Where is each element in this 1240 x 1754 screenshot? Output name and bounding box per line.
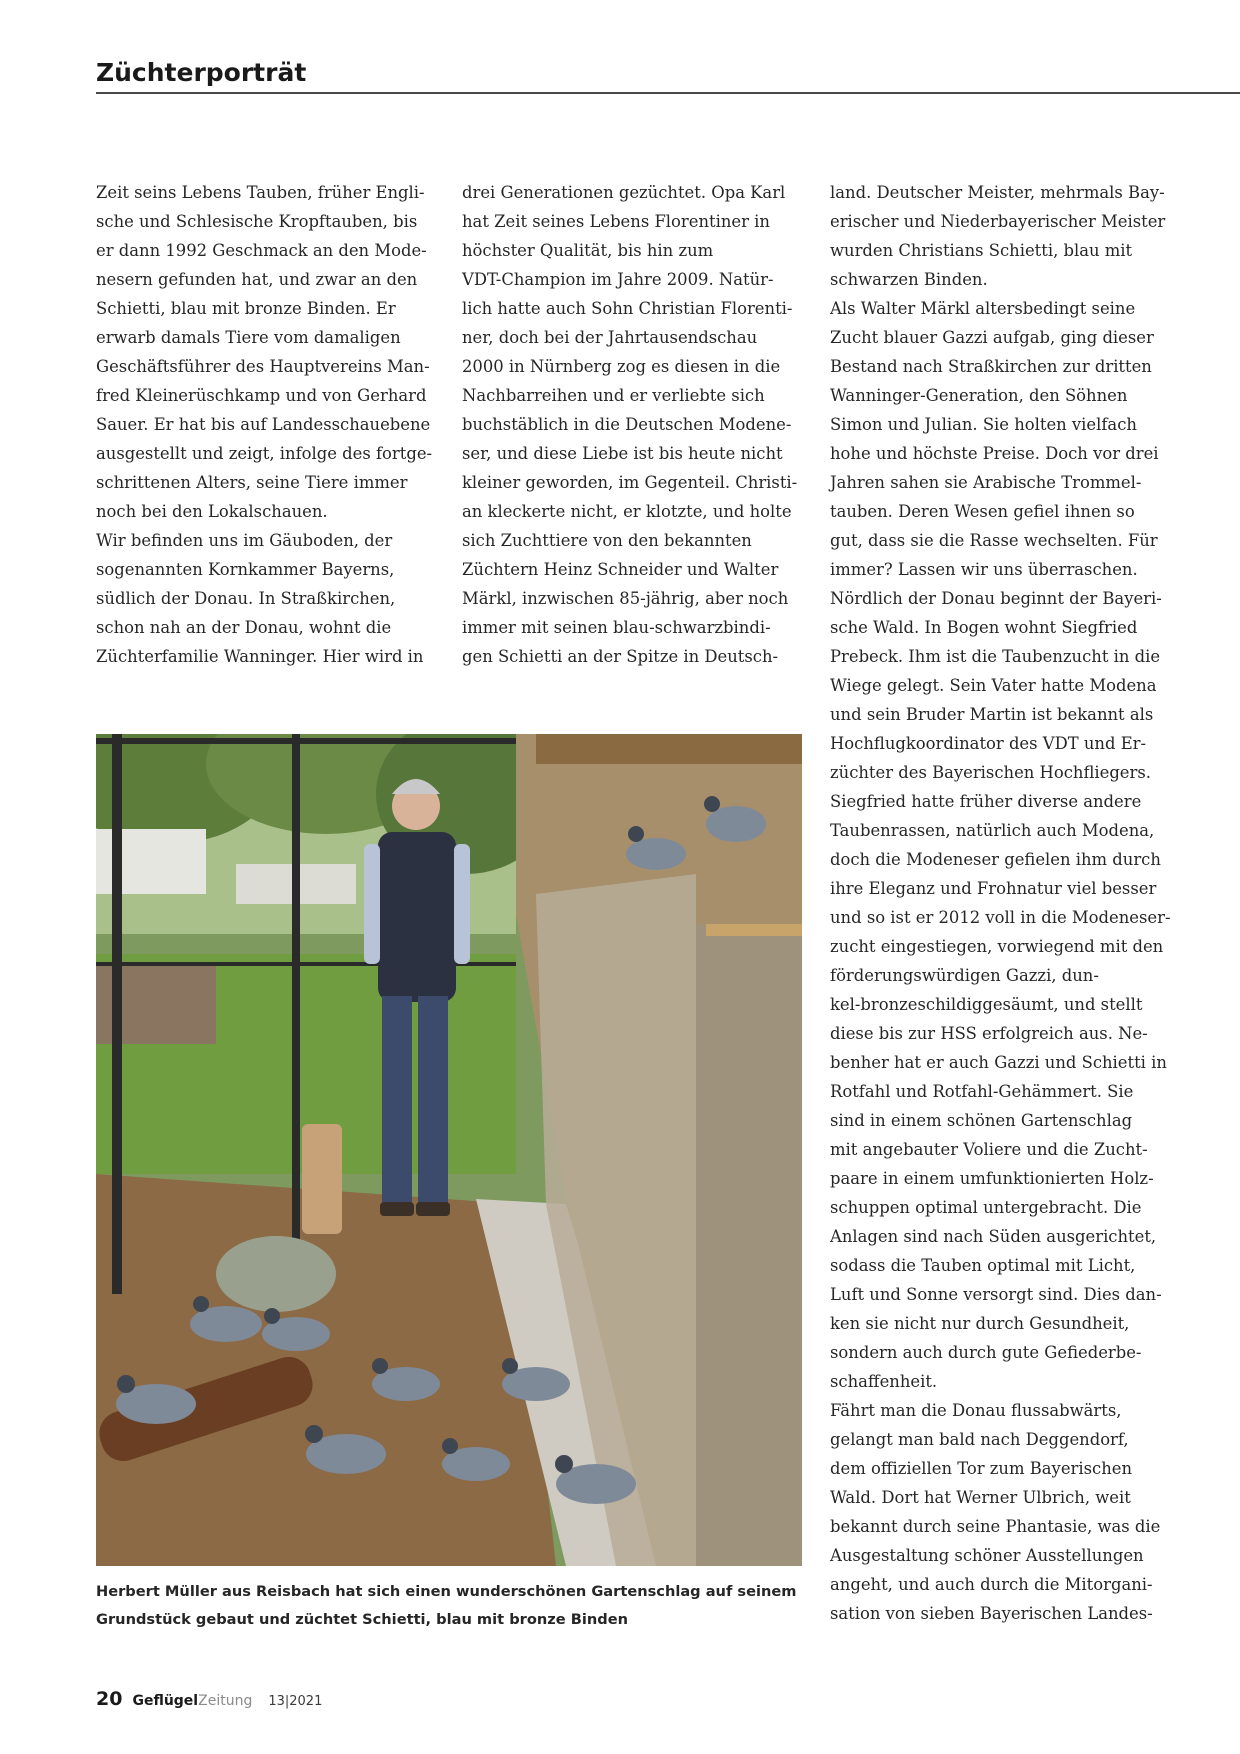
article-line: gelangt man bald nach Deggendorf, bbox=[830, 1430, 1129, 1449]
caption-line: Grundstück gebaut und züchtet Schietti, blau mit bronze Binden bbox=[96, 1611, 628, 1628]
article-line: Anlagen sind nach Süden ausgerichtet, bbox=[830, 1227, 1157, 1246]
article-line: Bestand nach Straßkirchen zur dritten bbox=[830, 357, 1152, 376]
issue-number: 13|2021 bbox=[268, 1694, 323, 1709]
article-line: und sein Bruder Martin ist bekannt als bbox=[830, 705, 1154, 724]
article-line: buchstäblich in die Deutschen Modene- bbox=[462, 415, 792, 434]
article-line: schwarzen Binden. bbox=[830, 270, 988, 289]
article-line: Wald. Dort hat Werner Ulbrich, weit bbox=[830, 1488, 1131, 1507]
article-line: sche und Schlesische Kropftauben, bis bbox=[96, 212, 418, 231]
article-line: Wir befinden uns im Gäuboden, der bbox=[96, 531, 393, 550]
article-line: wurden Christians Schietti, blau mit bbox=[830, 241, 1133, 260]
article-line: kel-bronzeschildiggesäumt, und stellt bbox=[830, 995, 1143, 1014]
article-line: Wiege gelegt. Sein Vater hatte Modena bbox=[830, 676, 1157, 695]
article-column-3 bbox=[830, 178, 1170, 1628]
article-line: doch die Modeneser gefielen ihm durch bbox=[830, 850, 1161, 869]
article-line: angeht, und auch durch die Mitorgani- bbox=[830, 1575, 1153, 1594]
article-line: Jahren sahen sie Arabische Trommel- bbox=[830, 473, 1142, 492]
article-line: erwarb damals Tiere vom damaligen bbox=[96, 328, 401, 347]
article-line: sogenannten Kornkammer Bayerns, bbox=[96, 560, 395, 579]
article-line: Siegfried hatte früher diverse andere bbox=[830, 792, 1142, 811]
article-photo bbox=[96, 734, 802, 1566]
section-title: Züchterporträt bbox=[96, 58, 307, 87]
article-column-2 bbox=[462, 178, 802, 671]
article-line: sation von sieben Bayerischen Landes- bbox=[830, 1604, 1153, 1623]
article-line: immer mit seinen blau-schwarzbindi- bbox=[462, 618, 771, 637]
photo-caption bbox=[96, 1578, 816, 1634]
magazine-name-light: Zeitung bbox=[198, 1693, 253, 1709]
article-line: schuppen optimal untergebracht. Die bbox=[830, 1198, 1142, 1217]
article-line: gut, dass sie die Rasse wechselten. Für bbox=[830, 531, 1158, 550]
article-line: zucht eingestiegen, vorwiegend mit den bbox=[830, 937, 1164, 956]
article-line: Wanninger-Generation, den Söhnen bbox=[830, 386, 1128, 405]
article-line: er dann 1992 Geschmack an den Mode- bbox=[96, 241, 427, 260]
article-line: Züchtern Heinz Schneider und Walter bbox=[462, 560, 779, 579]
magazine-name-bold: Geflügel bbox=[132, 1693, 199, 1709]
title-rule bbox=[96, 92, 1240, 94]
article-line: benher hat er auch Gazzi und Schietti in bbox=[830, 1053, 1167, 1072]
article-line: sche Wald. In Bogen wohnt Siegfried bbox=[830, 618, 1138, 637]
article-line: südlich der Donau. In Straßkirchen, bbox=[96, 589, 396, 608]
article-line: schaffenheit. bbox=[830, 1372, 938, 1391]
article-line: Simon und Julian. Sie holten vielfach bbox=[830, 415, 1137, 434]
article-line: Geschäftsführer des Hauptvereins Man- bbox=[96, 357, 430, 376]
article-line: noch bei den Lokalschauen. bbox=[96, 502, 328, 521]
article-line: sich Zuchttiere von den bekannten bbox=[462, 531, 752, 550]
article-line: Nachbarreihen und er verliebte sich bbox=[462, 386, 765, 405]
article-line: förderungswürdigen Gazzi, dun- bbox=[830, 966, 1099, 985]
magazine-name bbox=[132, 1693, 252, 1709]
article-line: immer? Lassen wir uns überraschen. bbox=[830, 560, 1138, 579]
article-line: züchter des Bayerischen Hochfliegers. bbox=[830, 763, 1151, 782]
article-line: hohe und höchste Preise. Doch vor drei bbox=[830, 444, 1159, 463]
article-line: an kleckerte nicht, er klotzte, und holte bbox=[462, 502, 792, 521]
article-line: 2000 in Nürnberg zog es diesen in die bbox=[462, 357, 781, 376]
article-column-1 bbox=[96, 178, 436, 671]
article-line: VDT-Champion im Jahre 2009. Natür- bbox=[462, 270, 774, 289]
article-line: Prebeck. Ihm ist die Taubenzucht in die bbox=[830, 647, 1161, 666]
article-line: kleiner geworden, im Gegenteil. Christi- bbox=[462, 473, 798, 492]
article-line: und so ist er 2012 voll in die Modeneser- bbox=[830, 908, 1171, 927]
article-line: land. Deutscher Meister, mehrmals Bay- bbox=[830, 183, 1165, 202]
article-line: höchster Qualität, bis hin zum bbox=[462, 241, 714, 260]
article-line: lich hatte auch Sohn Christian Florenti- bbox=[462, 299, 793, 318]
article-line: Märkl, inzwischen 85-jährig, aber noch bbox=[462, 589, 789, 608]
article-line: schrittenen Alters, seine Tiere immer bbox=[96, 473, 408, 492]
article-line: mit angebauter Voliere und die Zucht- bbox=[830, 1140, 1148, 1159]
article-line: Züchterfamilie Wanninger. Hier wird in bbox=[96, 647, 424, 666]
article-line: Zeit seins Lebens Tauben, früher Engli- bbox=[96, 183, 425, 202]
article-line: sodass die Tauben optimal mit Licht, bbox=[830, 1256, 1136, 1275]
article-line: bekannt durch seine Phantasie, was die bbox=[830, 1517, 1161, 1536]
article-line: Rotfahl und Rotfahl-Gehämmert. Sie bbox=[830, 1082, 1134, 1101]
article-line: Ausgestaltung schöner Ausstellungen bbox=[830, 1546, 1144, 1565]
article-line: Sauer. Er hat bis auf Landesschauebene bbox=[96, 415, 431, 434]
article-line: ner, doch bei der Jahrtausendschau bbox=[462, 328, 758, 347]
article-line: dem offiziellen Tor zum Bayerischen bbox=[830, 1459, 1133, 1478]
article-line: schon nah an der Donau, wohnt die bbox=[96, 618, 392, 637]
article-line: fred Kleinerüschkamp und von Gerhard bbox=[96, 386, 427, 405]
article-line: ihre Eleganz und Frohnatur viel besser bbox=[830, 879, 1157, 898]
article-line: tauben. Deren Wesen gefiel ihnen so bbox=[830, 502, 1135, 521]
article-line: ausgestellt und zeigt, infolge des fortge- bbox=[96, 444, 433, 463]
article-line: sondern auch durch gute Gefiederbe- bbox=[830, 1343, 1142, 1362]
article-line: ser, und diese Liebe ist bis heute nicht bbox=[462, 444, 783, 463]
caption-line: Herbert Müller aus Reisbach hat sich einen wunderschönen Gartenschlag auf seinem bbox=[96, 1583, 797, 1600]
article-line: hat Zeit seines Lebens Florentiner in bbox=[462, 212, 770, 231]
article-line: sind in einem schönen Gartenschlag bbox=[830, 1111, 1133, 1130]
article-line: Taubenrassen, natürlich auch Modena, bbox=[830, 821, 1155, 840]
article-line: Zucht blauer Gazzi aufgab, ging dieser bbox=[830, 328, 1154, 347]
article-line: Hochflugkoordinator des VDT und Er- bbox=[830, 734, 1147, 753]
article-line: Nördlich der Donau beginnt der Bayeri- bbox=[830, 589, 1162, 608]
article-line: Als Walter Märkl altersbedingt seine bbox=[830, 299, 1136, 318]
article-line: gen Schietti an der Spitze in Deutsch- bbox=[462, 647, 779, 666]
article-line: Luft und Sonne versorgt sind. Dies dan- bbox=[830, 1285, 1162, 1304]
article-line: drei Generationen gezüchtet. Opa Karl bbox=[462, 183, 786, 202]
article-line: paare in einem umfunktionierten Holz- bbox=[830, 1169, 1154, 1188]
article-line: nesern gefunden hat, und zwar an den bbox=[96, 270, 418, 289]
article-line: Schietti, blau mit bronze Binden. Er bbox=[96, 299, 396, 318]
article-line: diese bis zur HSS erfolgreich aus. Ne- bbox=[830, 1024, 1148, 1043]
page-footer bbox=[96, 1688, 322, 1710]
photo-illustration-icon bbox=[96, 734, 802, 1566]
article-line: ken sie nicht nur durch Gesundheit, bbox=[830, 1314, 1130, 1333]
article-line: Fährt man die Donau flussabwärts, bbox=[830, 1401, 1122, 1420]
page-number: 20 bbox=[96, 1688, 123, 1710]
article-line: erischer und Niederbayerischer Meister bbox=[830, 212, 1166, 231]
